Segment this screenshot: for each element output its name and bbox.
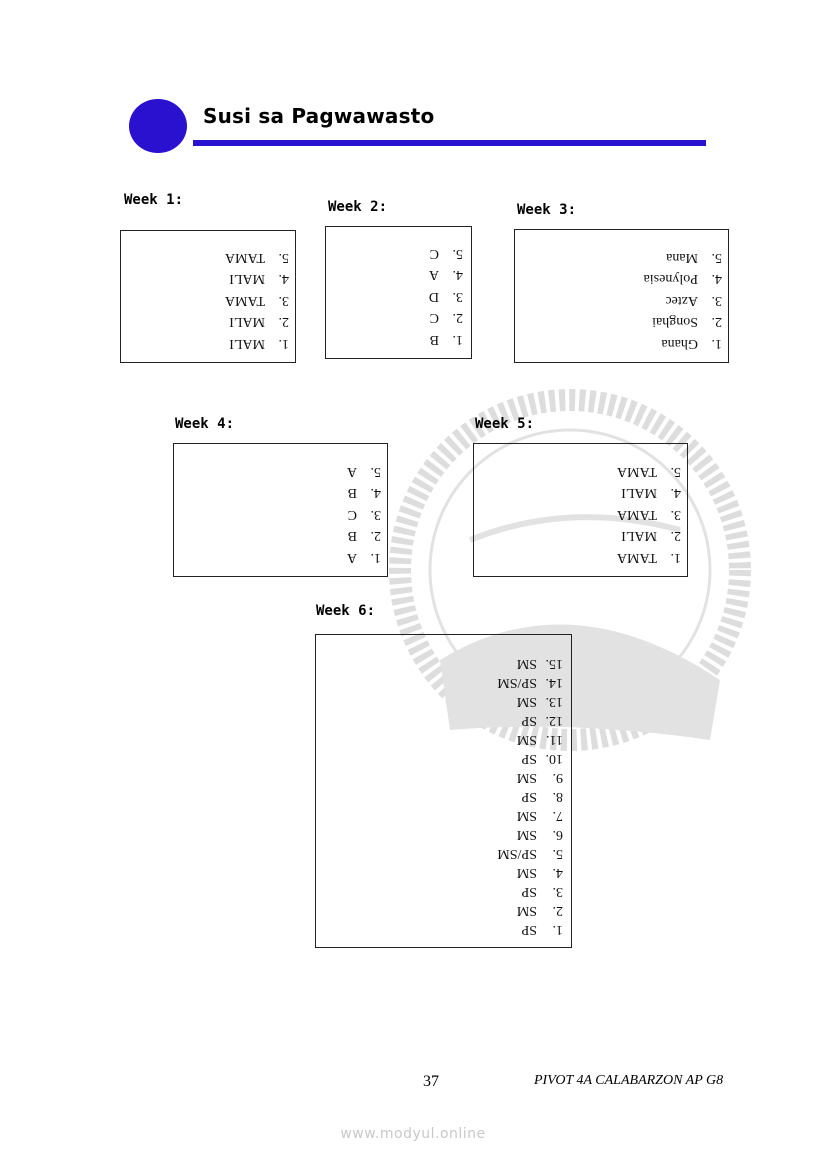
header-bullet — [129, 99, 187, 153]
list-item: 2. Songhai — [652, 314, 722, 330]
list-item: 1. Ghana — [661, 336, 722, 351]
list-item: 5. A — [346, 464, 381, 479]
week-2-answer-list — [326, 243, 463, 351]
list-item: 11. SM — [516, 732, 563, 747]
list-item: 1. MALI — [229, 336, 289, 351]
list-item: 6. SM — [516, 827, 563, 842]
week-2-label: Week 2: — [328, 199, 388, 215]
list-item: 1. B — [429, 332, 463, 347]
week-5-answer-box — [473, 443, 688, 577]
list-item: 4. MALI — [229, 271, 289, 287]
week-4-answer-list — [174, 461, 381, 569]
week-3-label: Week 3: — [517, 202, 577, 218]
list-item: 1. A — [346, 550, 381, 565]
week-6-answer-list — [316, 654, 563, 939]
week-4-label: Week 4: — [175, 416, 235, 432]
list-item: 4. MALI — [621, 485, 681, 501]
list-item: 5. Mana — [666, 250, 722, 265]
list-item: 3. TAMA — [224, 293, 289, 308]
list-item: 13. SM — [516, 694, 563, 709]
week-4-answer-box — [173, 443, 388, 577]
list-item: 3. SP — [521, 884, 563, 899]
page-title: Susi sa Pagwawasto — [203, 104, 435, 128]
week-6-label: Week 6: — [316, 603, 376, 619]
list-item: 10. SP — [521, 751, 563, 766]
list-item: 12. SP — [521, 713, 563, 728]
list-item: 9. SM — [516, 770, 563, 785]
list-item: 2. MALI — [229, 314, 289, 330]
week-5-answer-list — [474, 461, 681, 569]
list-item: 3. C — [347, 507, 381, 522]
list-item: 8. SP — [521, 789, 563, 804]
list-item: 1. TAMA — [616, 550, 681, 565]
week-6-answer-box — [315, 634, 572, 948]
publication-footer: PIVOT 4A CALABARZON AP G8 — [534, 1073, 724, 1088]
site-watermark: www.modyul.online — [340, 1126, 486, 1142]
week-2-answer-box — [325, 226, 472, 359]
list-item: 2. MALI — [621, 528, 681, 544]
list-item: 2. B — [347, 528, 381, 544]
list-item: 5. SP/SM — [497, 846, 563, 861]
list-item: 4. B — [347, 485, 381, 501]
list-item: 2. SM — [516, 903, 563, 918]
list-item: 4. A — [428, 267, 463, 283]
week-5-label: Week 5: — [475, 416, 535, 432]
week-1-answer-box — [120, 230, 296, 363]
page-number: 37 — [423, 1073, 439, 1090]
list-item: 5. TAMA — [224, 250, 289, 265]
list-item: 4. SM — [516, 865, 563, 880]
list-item: 2. C — [429, 310, 463, 326]
list-item: 3. Aztec — [665, 293, 722, 308]
list-item: 14. SP/SM — [497, 675, 563, 690]
week-1-answer-list — [121, 247, 289, 355]
list-item: 1. SP — [521, 922, 563, 937]
list-item: 4. Polynesia — [643, 271, 722, 287]
list-item: 3. TAMA — [616, 507, 681, 522]
list-item: 7. SM — [516, 808, 563, 823]
list-item: 15. SM — [516, 656, 563, 671]
week-3-answer-box — [514, 229, 729, 363]
week-1-label: Week 1: — [124, 192, 184, 208]
title-underline — [193, 140, 706, 146]
list-item: 3. D — [428, 289, 463, 304]
list-item: 5. TAMA — [616, 464, 681, 479]
list-item: 5. C — [429, 246, 463, 261]
week-3-answer-list — [515, 247, 722, 355]
